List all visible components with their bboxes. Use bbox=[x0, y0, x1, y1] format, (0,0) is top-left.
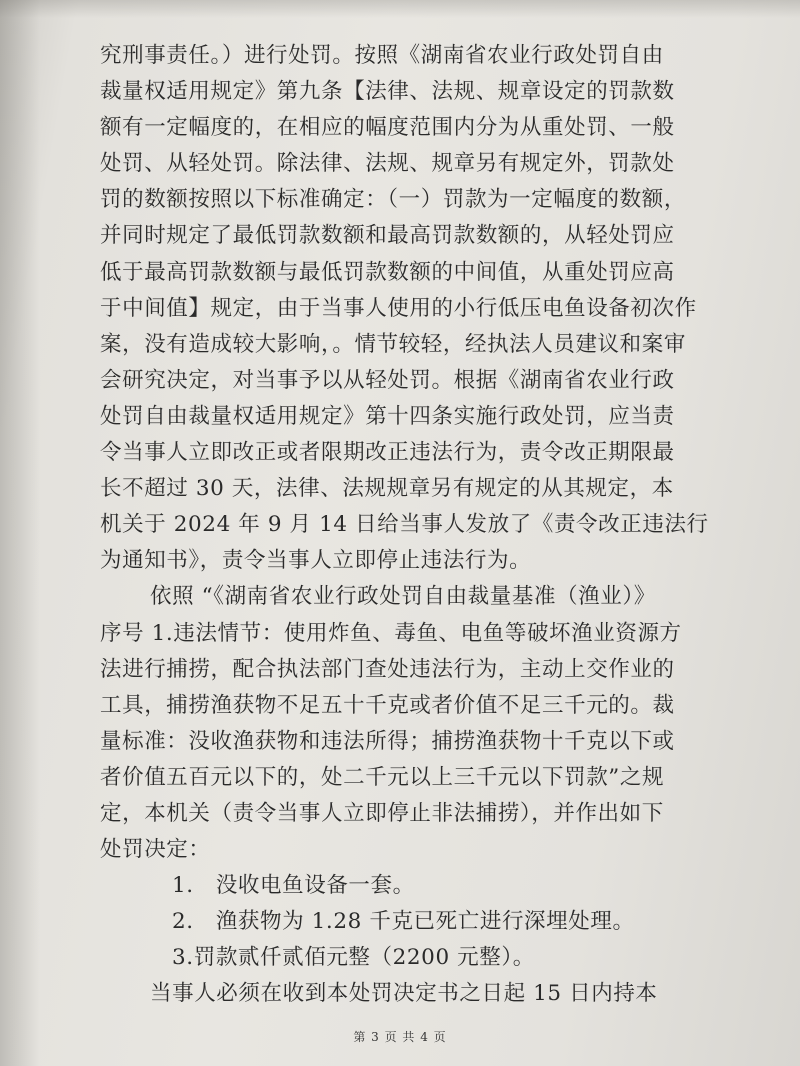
paragraph-start-line: 当事人必须在收到本处罚决定书之日起 15 日内持本 bbox=[150, 981, 658, 1007]
list-item-3: 3.罚款贰仟贰佰元整（2200 元整）。 bbox=[172, 945, 535, 971]
text-line: 额有一定幅度的，在相应的幅度范围内分为从重处罚、一般 bbox=[100, 115, 675, 141]
paragraph-start-line: 依照 “《湖南省农业行政处罚自由裁量基准（渔业）》 bbox=[150, 584, 656, 610]
text-line: 法进行捕捞，配合执法部门查处违法行为，主动上交作业的 bbox=[100, 656, 675, 682]
text-line: 定，本机关（责令当事人立即停止非法捕捞），并作出如下 bbox=[100, 800, 664, 826]
text-line: 令当事人立即改正或者限期改正违法行为，责令改正期限最 bbox=[100, 440, 675, 466]
text-line: 处罚决定： bbox=[100, 837, 211, 863]
text-line: 长不超过 30 天，法律、法规规章另有规定的从其规定，本 bbox=[100, 476, 674, 502]
page-number-footer: 第 3 页 共 4 页 bbox=[353, 1030, 447, 1044]
page-top-shadow bbox=[0, 0, 800, 18]
list-item-2: 2. 渔获物为 1.28 千克已死亡进行深埋处理。 bbox=[172, 909, 635, 935]
text-line: 处罚自由裁量权适用规定》第十四条实施行政处罚，应当责 bbox=[100, 403, 675, 429]
text-line: 会研究决定，对当事予以从轻处罚。根据《湖南省农业行政 bbox=[100, 367, 675, 393]
text-line: 究刑事责任。）进行处罚。按照《湖南省农业行政处罚自由 bbox=[100, 43, 664, 68]
page-edge-shadow bbox=[0, 0, 40, 1066]
text-line: 量标准：没收渔获物和违法所得；捕捞渔获物十千克以下或 bbox=[100, 728, 675, 754]
text-line: 为通知书》，责令当事人立即停止违法行为。 bbox=[100, 548, 532, 574]
text-line: 并同时规定了最低罚款数额和最高罚款数额的，从轻处罚应 bbox=[100, 223, 675, 249]
text-line: 罚的数额按照以下标准确定：（一）罚款为一定幅度的数额， bbox=[100, 187, 686, 213]
text-line: 工具，捕捞渔获物不足五十千克或者价值不足三千元的。裁 bbox=[100, 692, 675, 718]
text-line: 机关于 2024 年 9 月 14 日给当事人发放了《责令改正违法行 bbox=[100, 512, 709, 538]
text-line: 处罚、从轻处罚。除法律、法规、规章另有规定外，罚款处 bbox=[100, 151, 675, 177]
text-line: 于中间值】规定，由于当事人使用的小行低压电鱼设备初次作 bbox=[100, 295, 697, 321]
text-line: 裁量权适用规定》第九条【法律、法规、规章设定的罚款数 bbox=[100, 79, 675, 105]
list-item-1: 1. 没收电鱼设备一套。 bbox=[172, 873, 415, 899]
text-line: 案，没有造成较大影响，。情节较轻，经执法人员建议和案审 bbox=[100, 331, 686, 357]
text-line: 者价值五百元以下的，处二千元以上三千元以下罚款”之规 bbox=[100, 764, 665, 790]
document-body bbox=[100, 38, 740, 1013]
text-line: 低于最高罚款数额与最低罚款数额的中间值，从重处罚应高 bbox=[100, 259, 675, 285]
text-line: 序号 1.违法情节：使用炸鱼、毒鱼、电鱼等破坏渔业资源方 bbox=[100, 620, 682, 646]
